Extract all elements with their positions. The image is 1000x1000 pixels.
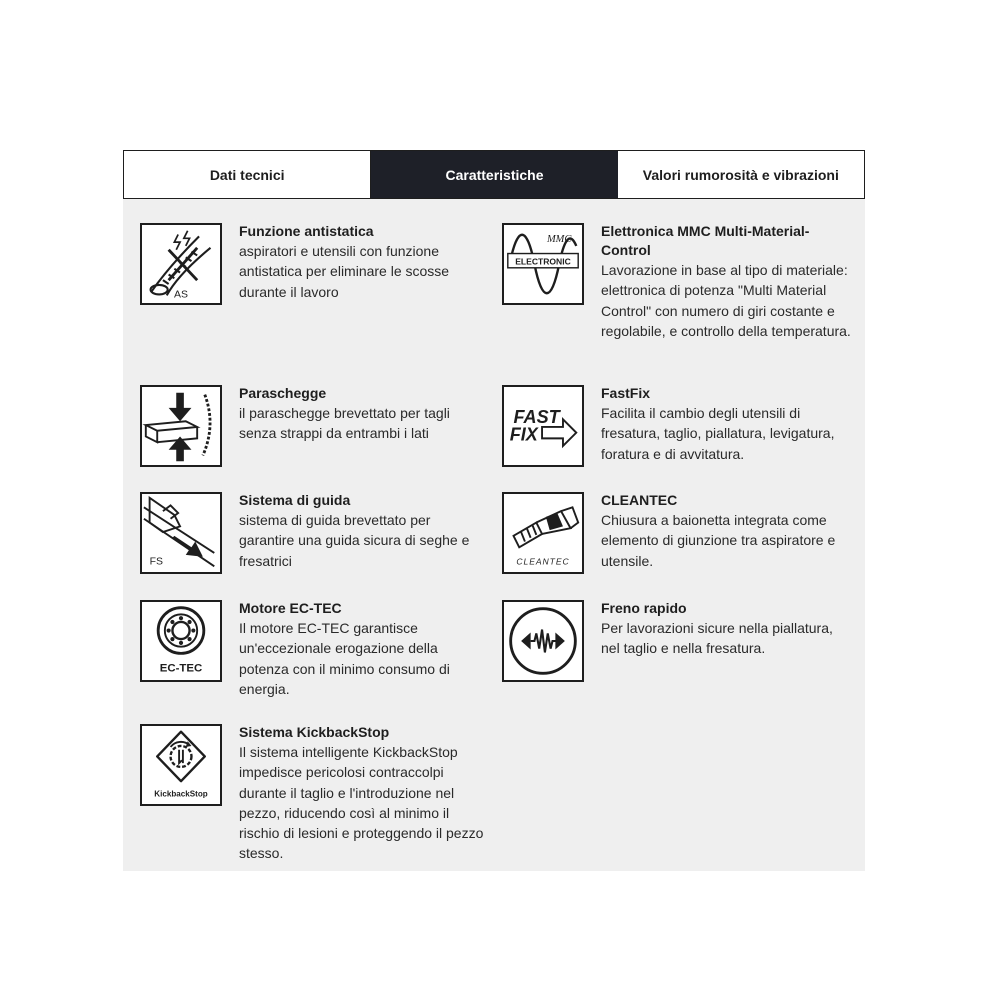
antistatic-hose-icon [140,223,222,305]
guide-rail-icon [140,492,222,574]
icon-label-fs: FS [149,556,163,568]
feature-description: Chiusura a baionetta integrata come elemento di giunzione tra aspiratore e utensile. [601,512,836,569]
features-panel [123,199,865,871]
feature-title: FastFix [601,385,651,401]
feature-title: Sistema KickbackStop [239,724,390,740]
tab-dati-tecnici[interactable]: Dati tecnici [124,151,371,198]
feature-title: Sistema di guida [239,492,351,508]
icon-label-ectec: EC-TEC [159,662,203,675]
feature-title: Elettronica MMC Multi-Material-Control [601,223,810,258]
icon-label-cleantec: CLEANTEC [516,556,570,567]
feature-description: Facilita il cambio degli utensili di fresatura, taglio, piallatura, levigatura, foratura e di avvitatura. [601,405,835,462]
icon-label-fix: FIX [509,424,538,445]
fastfix-icon [502,385,584,467]
feature-title: Funzione antistatica [239,223,374,239]
icon-label-kickbackstop: KickbackStop [154,789,208,799]
quick-brake-icon [502,600,584,682]
splinter-guard-icon [140,385,222,467]
icon-label-electronic: ELECTRONIC [515,256,571,267]
icon-label-as: AS [174,289,188,301]
feature-title: Motore EC-TEC [239,600,342,616]
kickbackstop-icon [140,724,222,806]
cleantec-connector-icon [502,492,584,574]
feature-description: aspiratori e utensili con funzione antistatica per eliminare le scosse durante il lavoro [239,243,450,300]
ec-tec-motor-icon [140,600,222,682]
tab-bar [123,150,865,199]
feature-description: Il motore EC-TEC garantisce un'eccezionale erogazione della potenza con il minimo consumo di energia. [239,620,450,697]
feature-title: Freno rapido [601,600,687,616]
tab-caratteristiche[interactable]: Caratteristiche [371,151,617,198]
feature-title: CLEANTEC [601,492,678,508]
icon-label-fast: FAST [513,407,560,428]
tab-valori-rumorosita[interactable]: Valori rumorosità e vibrazioni [642,166,839,183]
mmc-electronic-icon [502,223,584,305]
feature-description: Il sistema intelligente KickbackStop impedisce pericolosi contraccolpi durante il taglio e l'introduzione nel pezzo, riducendo così al minimo il rischio di lesioni e proteggendo il pezzo stesso. [239,744,484,862]
feature-description: Per lavorazioni sicure nella piallatura, nel taglio e nella fresatura. [601,620,833,657]
feature-title: Paraschegge [239,385,327,401]
feature-description: sistema di guida brevettato per garantire una guida sicura di seghe e fresatrici [239,512,470,569]
icon-label-mmc: MMC [546,234,572,246]
feature-description: Lavorazione in base al tipo di materiale: elettronica di potenza "Multi Material Control" con numero di giri costante e regolabile, e controllo della temperatura. [601,262,851,339]
feature-description: il paraschegge brevettato per tagli senza strappi da entrambi i lati [239,405,450,442]
